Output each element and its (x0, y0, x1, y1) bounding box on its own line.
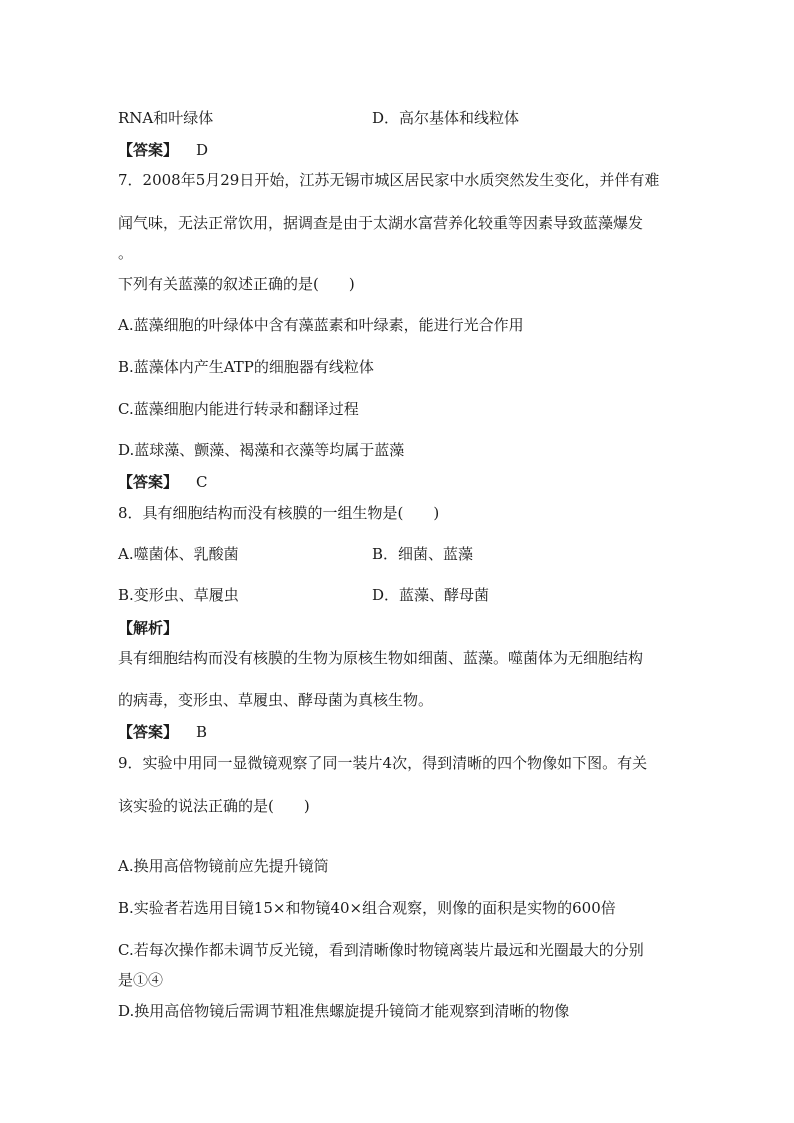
q8-option-d: D．蓝藻、酵母菌 (372, 586, 490, 604)
q9-option-a: A.换用高倍物镜前应先提升镜筒 (118, 857, 329, 875)
q8-analysis-line2: 的病毒，变形虫、草履虫、酵母菌为真核生物。 (118, 691, 434, 709)
q7-option-a: A.蓝藻细胞的叶绿体中含有藻蓝素和叶绿素，能进行光合作用 (118, 316, 524, 334)
q8-option-c: B.变形虫、草履虫 (118, 586, 239, 604)
q8-analysis-line1: 具有细胞结构而没有核膜的生物为原核生物如细菌、蓝藻。噬菌体为无细胞结构 (118, 649, 644, 667)
q6-answer (118, 140, 208, 160)
q8-option-b: B．细菌、蓝藻 (372, 545, 474, 563)
q7-stem-line1: 7．2008年5月29日开始，江苏无锡市城区居民家中水质突然发生变化，并伴有难 (118, 171, 660, 189)
q9-option-d: D.换用高倍物镜后需调节粗准焦螺旋提升镜筒才能观察到清晰的物像 (118, 1002, 570, 1020)
q7-question: 下列有关蓝藻的叙述正确的是( ) (118, 275, 355, 293)
q8-stem: 8．具有细胞结构而没有核膜的一组生物是( ) (118, 504, 440, 522)
q7-answer-tag: 【答案】 (118, 473, 179, 491)
q7-answer-value: C (196, 473, 208, 491)
q6-answer-value: D (196, 141, 209, 159)
q6-option-c: RNA和叶绿体 (118, 109, 214, 127)
q6-option-d: D．高尔基体和线粒体 (372, 109, 520, 127)
q8-analysis-tag-text: 【解析】 (118, 619, 179, 637)
q9-stem-line1: 9．实验中用同一显微镜观察了同一装片4次，得到清晰的四个物像如下图。有关 (118, 754, 648, 772)
q9-option-c-line2: 是①④ (118, 971, 164, 989)
q9-option-c-line1: C.若每次操作都未调节反光镜，看到清晰像时物镜离装片最远和光圈最大的分别 (118, 941, 644, 959)
q7-option-d: D.蓝球藻、颤藻、褐藻和衣藻等均属于蓝藻 (118, 441, 405, 459)
q8-option-a: A.噬菌体、乳酸菌 (118, 545, 239, 563)
q8-answer-value: B (196, 723, 208, 741)
q6-answer-tag: 【答案】 (118, 141, 179, 159)
q7-answer (118, 472, 208, 492)
q9-option-b: B.实验者若选用目镜15×和物镜40×组合观察，则像的面积是实物的600倍 (118, 899, 616, 917)
q8-answer-tag: 【答案】 (118, 723, 179, 741)
q7-stem-line2: 闻气味，无法正常饮用，据调查是由于太湖水富营养化较重等因素导致蓝藻爆发 (118, 214, 644, 232)
q8-answer (118, 722, 207, 742)
q7-stem-line3: 。 (118, 244, 134, 262)
q7-option-b: B.蓝藻体内产生ATP的细胞器有线粒体 (118, 358, 374, 376)
q9-stem-line2: 该实验的说法正确的是( ) (118, 797, 310, 815)
q7-option-c: C.蓝藻细胞内能进行转录和翻译过程 (118, 400, 359, 418)
q8-analysis-tag (118, 618, 178, 638)
